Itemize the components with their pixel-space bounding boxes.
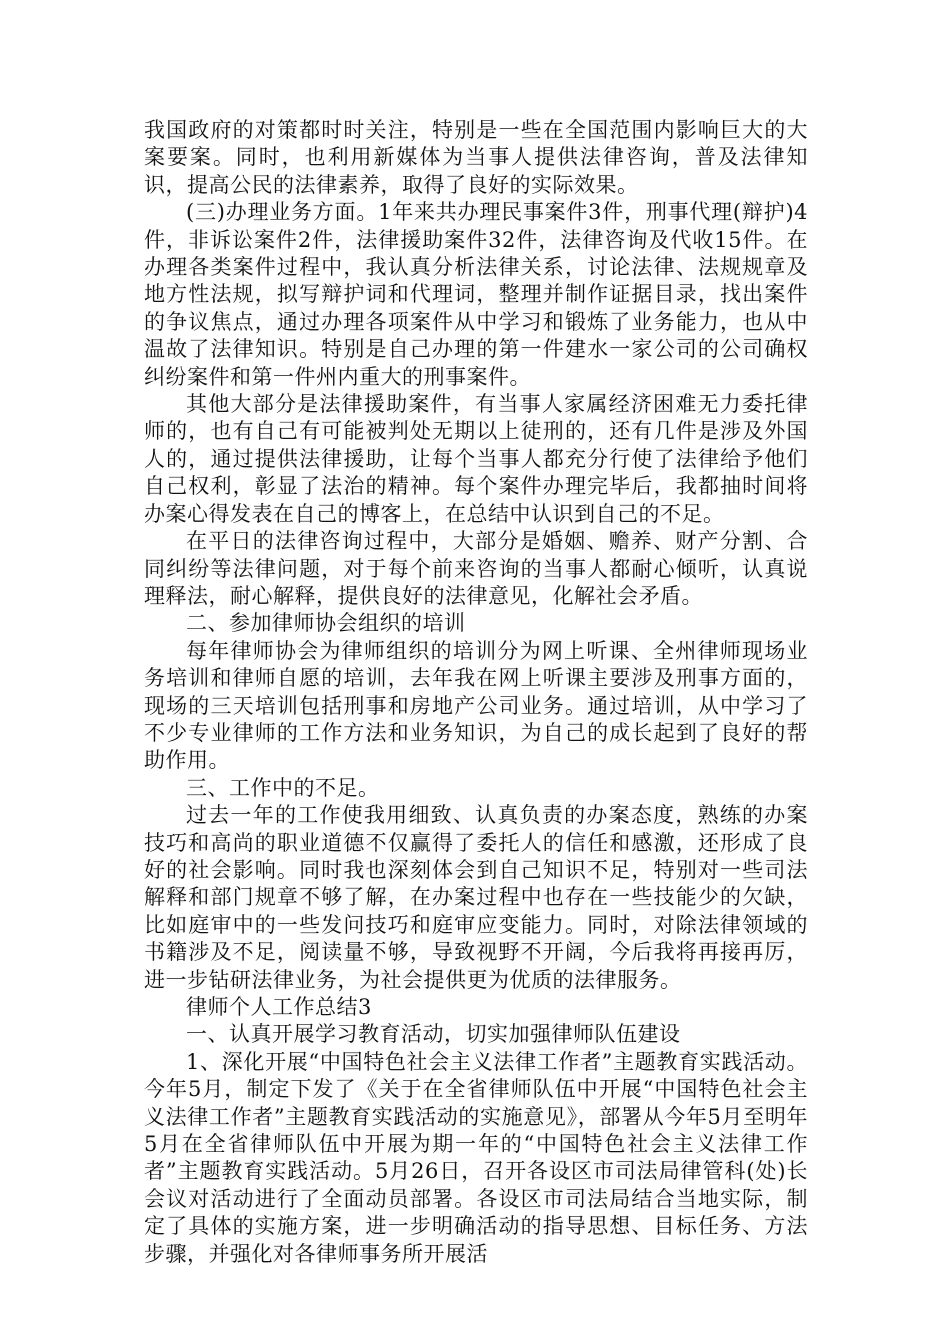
paragraph-continuation: 我国政府的对策都时时关注，特别是一些在全国范围内影响巨大的大案要案。同时，也利用新媒体为当事人提供法律咨询，普及法律知识，提高公民的法律素养，取得了良好的实际效果。 — [144, 118, 808, 197]
paragraph-training: 每年律师协会为律师组织的培训分为网上听课、全州律师现场业务培训和律师自愿的培训，去年我在网上听课主要涉及刑事方面的，现场的三天培训包括刑事和房地产公司业务。通过培训，从中学习了不少专业律师的工作方法和业务知识，为自己的成长起到了良好的帮助作用。 — [144, 638, 808, 773]
paragraph-education-activities: 1、深化开展“中国特色社会主义法律工作者”主题教育实践活动。今年5月，制定下发了《关于在全省律师队伍中开展“中国特色社会主义法律工作者”主题教育实践活动的实施意见》，部署从今年5月至明年5月在全省律师队伍中开展为期一年的“中国特色社会主义法律工作者”主题教育实践活动。5月26日，召开各设区市司法局律管科(处)长会议对活动进行了全面动员部署。各设区市司法局结合当地实际，制定了具体的实施方案，进一步明确活动的指导思想、目标任务、方法步骤，并强化对各律师事务所开展活 — [144, 1049, 808, 1266]
heading-shortcomings: 三、工作中的不足。 — [186, 775, 380, 800]
heading-education-activities: 一、认真开展学习教育活动，切实加强律师队伍建设 — [186, 1022, 681, 1047]
heading-training: 二、参加律师协会组织的培训 — [186, 611, 466, 636]
paragraph-shortcomings: 过去一年的工作使我用细致、认真负责的办案态度，熟练的办案技巧和高尚的职业道德不仅赢得了委托人的信任和感激，还形成了良好的社会影响。同时我也深刻体会到自己知识不足，特别对一些司法解释和部门规章不够了解，在办案过程中也存在一些技能少的欠缺，比如庭审中的一些发问技巧和庭审应变能力。同时，对除法律领域的书籍涉及不足，阅读量不够，导致视野不开阔，今后我将再接再厉，进一步钻研法律业务，为社会提供更为优质的法律服务。 — [144, 803, 808, 992]
document-page — [144, 117, 808, 1268]
paragraph-legal-aid: 其他大部分是法律援助案件，有当事人家属经济困难无力委托律师的，也有自己有可能被判处无期以上徒刑的，还有几件是涉及外国人的，通过提供法律援助，让每个当事人都充分行使了法律给予他们自己权利，彰显了法治的精神。每个案件办理完毕后，我都抽时间将办案心得发表在自己的博客上，在总结中认识到自己的不足。 — [144, 392, 808, 526]
paragraph-consultation: 在平日的法律咨询过程中，大部分是婚姻、赡养、财产分割、合同纠纷等法律问题，对于每个前来咨询的当事人都耐心倾听，认真说理释法，耐心解释，提供良好的法律意见，化解社会矛盾。 — [144, 529, 808, 608]
section-title-summary-3: 律师个人工作总结3 — [186, 995, 372, 1019]
paragraph-business-handling: (三)办理业务方面。1年来共办理民事案件3件，刑事代理(辩护)4件，非诉讼案件2件，法律援助案件32件，法律咨询及代收15件。在办理各类案件过程中，我认真分析法律关系，讨论法律、法规规章及地方性法规，拟写辩护词和代理词，整理并制作证据目录，找出案件的争议焦点，通过办理各项案件从中学习和锻炼了业务能力，也从中温故了法律知识。特别是自己办理的第一件建水一家公司的公司确权纠纷案件和第一件州内重大的刑事案件。 — [144, 200, 808, 389]
